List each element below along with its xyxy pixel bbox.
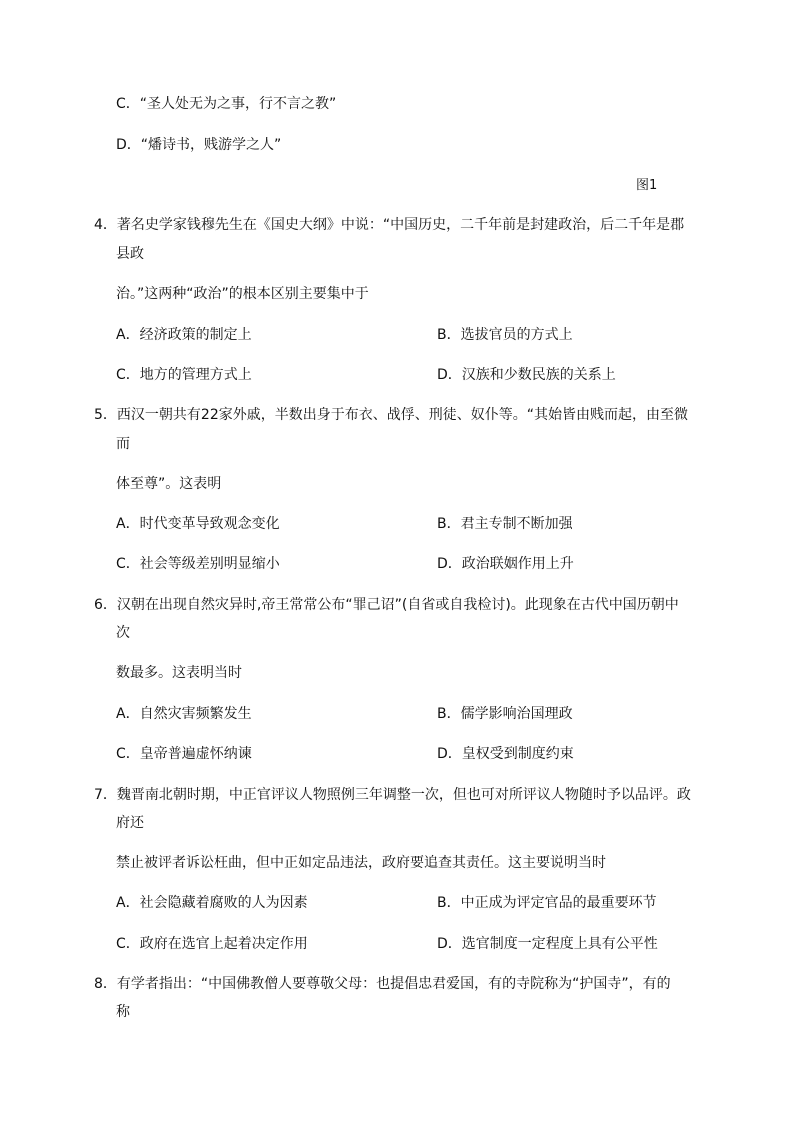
question-5-stem-line-2: 而 — [116, 436, 130, 452]
question-6-option-c[interactable]: C．皇帝普遍虚怀纳谏 — [116, 746, 252, 762]
question-6-option-b[interactable]: B．儒学影响治国理政 — [437, 706, 573, 722]
question-4-stem-line-1: 4．著名史学家钱穆先生在《国史大纲》中说：“中国历史，二千年前是封建政治，后二千年是郡 — [94, 217, 685, 233]
question-7-option-a[interactable]: A．社会隐藏着腐败的人为因素 — [116, 895, 308, 911]
prev-option-c: C．“圣人处无为之事，行不言之教” — [116, 96, 337, 112]
question-8-stem-line-1: 8．有学者指出：“中国佛教僧人要尊敬父母：也提倡忠君爱国，有的寺院称为“护国寺”，有的 — [94, 976, 671, 992]
question-5-option-c[interactable]: C．社会等级差别明显缩小 — [116, 556, 280, 572]
question-4-option-a[interactable]: A．经济政策的制定上 — [116, 327, 252, 343]
question-6-option-a[interactable]: A．自然灾害频繁发生 — [116, 706, 252, 722]
question-5-option-d[interactable]: D．政治联姻作用上升 — [437, 556, 574, 572]
question-4-option-d[interactable]: D．汉族和少数民族的关系上 — [437, 367, 616, 383]
question-7-option-c[interactable]: C．政府在选官上起着决定作用 — [116, 936, 308, 952]
question-8-stem-line-2: 称 — [116, 1004, 130, 1020]
question-7-stem-line-2: 府还 — [116, 815, 144, 831]
figure-label: 图1 — [636, 178, 658, 193]
question-5-option-a[interactable]: A．时代变革导致观念变化 — [116, 516, 280, 532]
question-7-option-d[interactable]: D．选官制度一定程度上具有公平性 — [437, 936, 658, 952]
question-5-stem-line-3: 体至尊”。这表明 — [116, 476, 222, 492]
question-4-option-b[interactable]: B．选拔官员的方式上 — [437, 327, 573, 343]
question-7-stem-line-1: 7．魏晋南北朝时期，中正官评议人物照例三年调整一次，但也可对所评议人物随时予以品评。政 — [94, 787, 691, 803]
question-7-stem-line-3: 禁止被评者诉讼枉曲，但中正如定品违法，政府要追查其责任。这主要说明当时 — [116, 855, 606, 871]
prev-option-d: D．“燔诗书，贱游学之人” — [116, 137, 282, 153]
question-6-stem-line-3: 数最多。这表明当时 — [116, 665, 242, 681]
question-5-stem-line-1: 5．西汉一朝共有22家外戚，半数出身于布衣、战俘、刑徒、奴仆等。“其始皆由贱而起，由至微 — [94, 407, 688, 423]
question-4-stem-line-3: 治。”这两种“政治”的根本区别主要集中于 — [116, 286, 369, 302]
question-4-option-c[interactable]: C．地方的管理方式上 — [116, 367, 252, 383]
question-5-option-b[interactable]: B．君主专制不断加强 — [437, 516, 573, 532]
question-6-stem-line-2: 次 — [116, 625, 130, 641]
question-6-option-d[interactable]: D．皇权受到制度约束 — [437, 746, 574, 762]
question-4-stem-line-2: 县政 — [116, 246, 144, 262]
question-7-option-b[interactable]: B．中正成为评定官品的最重要环节 — [437, 895, 657, 911]
question-6-stem-line-1: 6．汉朝在出现自然灾异时,帝王常常公布“罪己诏”(自省或自我检讨)。此现象在古代中国历朝中 — [94, 597, 679, 613]
